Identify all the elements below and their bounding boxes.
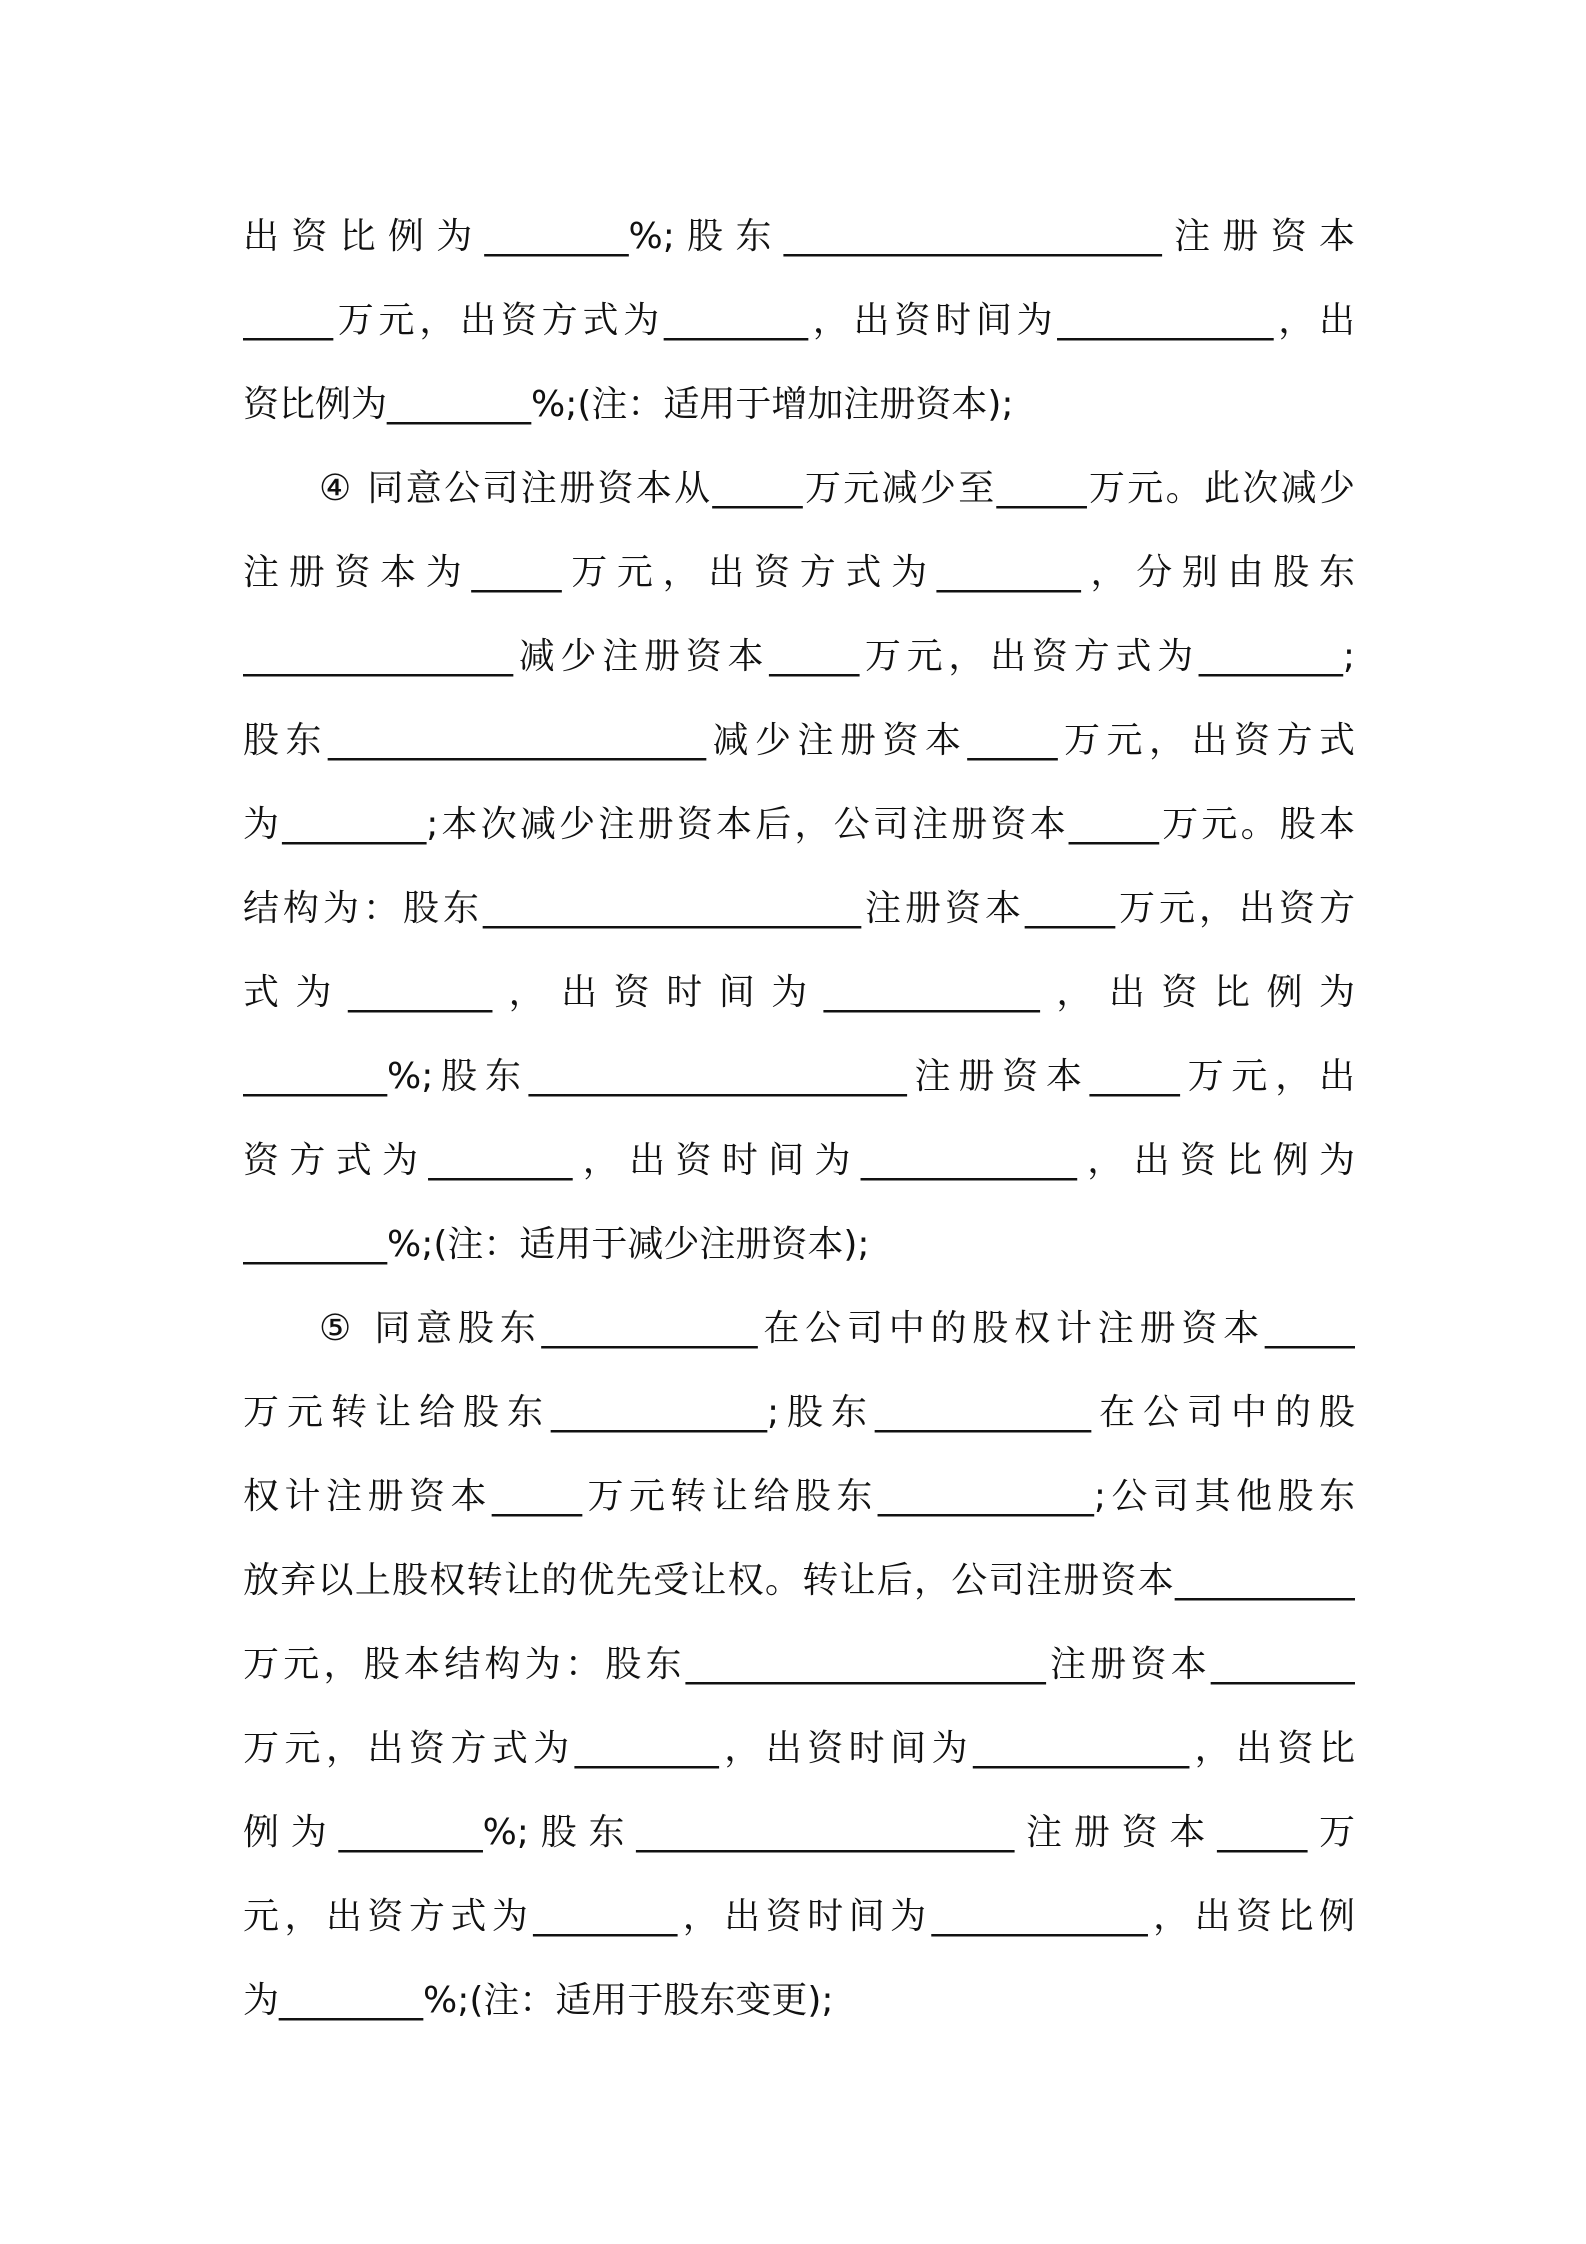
text-line: 万元转让给股东____________;股东____________在公司中的股 <box>243 1392 1355 1433</box>
text-line: 例为________%;股东_____________________注册资本_____万 <box>243 1812 1355 1853</box>
clause-5-start: ⑤ 同意股东____________在公司中的股权计注册资本_____ <box>319 1308 1355 1349</box>
text-line: _______________减少注册资本_____万元，出资方式为________; <box>243 636 1355 677</box>
text-line: 式为________，出资时间为____________，出资比例为 <box>243 972 1355 1013</box>
text-line: 出资比例为________%;股东_____________________注册资本 <box>243 216 1355 257</box>
text-line: 放弃以上股权转让的优先受让权。转让后，公司注册资本__________ <box>243 1560 1355 1601</box>
text-line: 注册资本为_____万元，出资方式为________，分别由股东 <box>243 552 1355 593</box>
text-line: ________%;股东_____________________注册资本_____万元，出 <box>243 1056 1355 1097</box>
text-line: 万元，股本结构为：股东____________________注册资本________ <box>243 1644 1355 1685</box>
clause-4-start: ④ 同意公司注册资本从_____万元减少至_____万元。此次减少 <box>319 468 1355 509</box>
text-line: 元，出资方式为________，出资时间为____________，出资比例 <box>243 1896 1355 1937</box>
text-line: 权计注册资本_____万元转让给股东____________;公司其他股东 <box>243 1476 1355 1517</box>
text-line: 股东_____________________减少注册资本_____万元，出资方式 <box>243 720 1355 761</box>
text-line: _____万元，出资方式为________，出资时间为____________，出 <box>243 300 1355 341</box>
text-line: 为________%;(注：适用于股东变更); <box>243 1980 834 2021</box>
text-line: 万元，出资方式为________，出资时间为____________，出资比 <box>243 1728 1355 1769</box>
text-line: 资比例为________%;(注：适用于增加注册资本); <box>243 384 1014 425</box>
text-line: 结构为：股东_____________________注册资本_____万元，出资方 <box>243 888 1355 929</box>
text-line: ________%;(注：适用于减少注册资本); <box>243 1224 870 1265</box>
text-line: 资方式为________，出资时间为____________，出资比例为 <box>243 1140 1355 1181</box>
document-body <box>243 195 1355 2043</box>
text-line: 为________;本次减少注册资本后，公司注册资本_____万元。股本 <box>243 804 1355 845</box>
